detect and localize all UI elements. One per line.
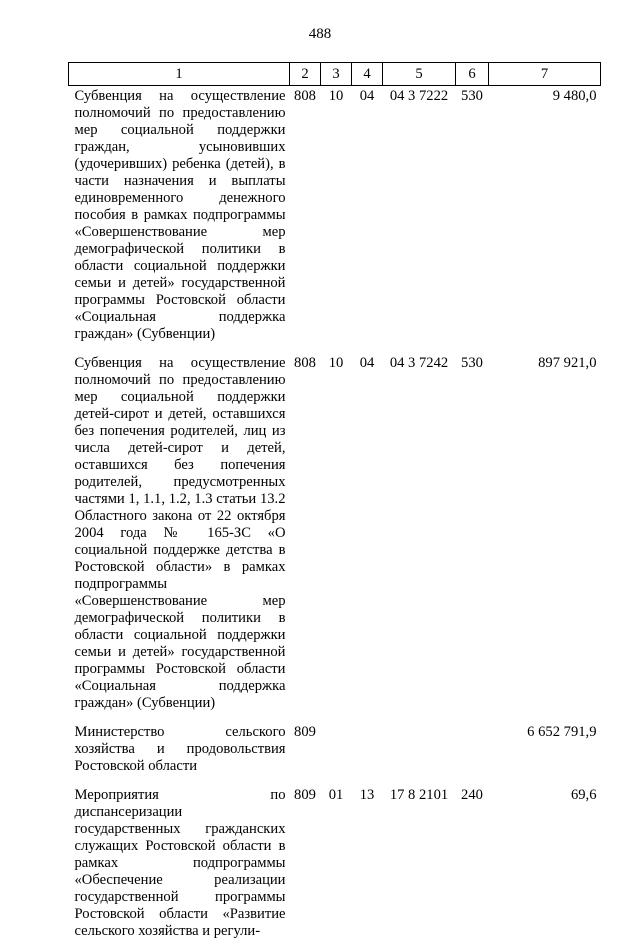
row-amount: 69,6	[570, 787, 597, 803]
row-expense-type: 240	[461, 787, 483, 803]
header-row	[69, 63, 601, 86]
row-description: Субвенция на осуществление полномочий по предоставлению мер социальной поддержки граждан, усыновивших (удочеривших) ребенка (детей), в части назначения и выплаты единовременного денежного пособия в рамках подпрограммы «Совершенствование мер демографической политики в области социальной поддержки семьи и детей» государственной программы Ростовской области «Социальная поддержка граждан» (Субвенции)	[74, 88, 286, 342]
header-col-4: 4	[352, 63, 383, 86]
table-row	[69, 722, 601, 785]
row-section: 10	[328, 88, 344, 104]
budget-table	[68, 62, 601, 950]
row-target-item	[383, 722, 456, 785]
row-target-item: 17 8 2101	[389, 787, 449, 803]
header-col-2: 2	[290, 63, 321, 86]
row-subsection: 04	[359, 355, 375, 371]
header-col-3: 3	[321, 63, 352, 86]
row-description: Субвенция на осуществление полномочий по предоставлению мер социальной поддержки детей-сирот и детей, оставшихся без попечения родителей, лиц из числа детей-сирот и детей, оставшихся без попечения родителей, предусмотренных частями 1, 1.1, 1.2, 1.3 статьи 13.2 Областного закона от 22 октября 2004 года № 165-ЗС «О социальной поддержке детства в Ростовской области» в рамках подпрограммы «Совершенствование мер демографической политики в области социальной поддержки семьи и детей» государственной программы Ростовской области «Социальная поддержка граждан» (Субвенции)	[74, 355, 286, 711]
row-expense-type	[456, 722, 489, 785]
row-amount: 897 921,0	[538, 355, 597, 371]
header-col-5: 5	[383, 63, 456, 86]
table-row	[69, 86, 601, 354]
table-row	[69, 785, 601, 950]
row-section	[321, 722, 352, 785]
header-col-1: 1	[69, 63, 290, 86]
row-description: Министерство сельского хозяйства и продовольствия Ростовской области	[74, 724, 286, 774]
row-subsection: 04	[359, 88, 375, 104]
row-subsection: 13	[359, 787, 375, 803]
row-subsection	[352, 722, 383, 785]
row-ministry-code: 809	[294, 787, 316, 803]
header-col-7: 7	[489, 63, 601, 86]
row-expense-type: 530	[461, 88, 483, 104]
table-header	[69, 63, 601, 86]
page-number: 488	[308, 26, 332, 42]
row-section: 01	[328, 787, 344, 803]
row-amount: 6 652 791,9	[527, 724, 597, 740]
row-description: Мероприятия по диспансеризации государственных гражданских служащих Ростовской области в рамках подпрограммы «Обеспечение реализации государственной программы Ростовской области «Развитие сельского хозяйства и регули-	[74, 787, 286, 939]
row-target-item: 04 3 7222	[389, 88, 449, 104]
header-col-6: 6	[456, 63, 489, 86]
row-section: 10	[328, 355, 344, 371]
row-ministry-code: 808	[294, 355, 316, 371]
row-target-item: 04 3 7242	[389, 355, 449, 371]
row-ministry-code: 808	[294, 88, 316, 104]
row-amount: 9 480,0	[552, 88, 597, 104]
table-row	[69, 353, 601, 722]
row-ministry-code: 809	[294, 724, 316, 740]
row-expense-type: 530	[461, 355, 483, 371]
